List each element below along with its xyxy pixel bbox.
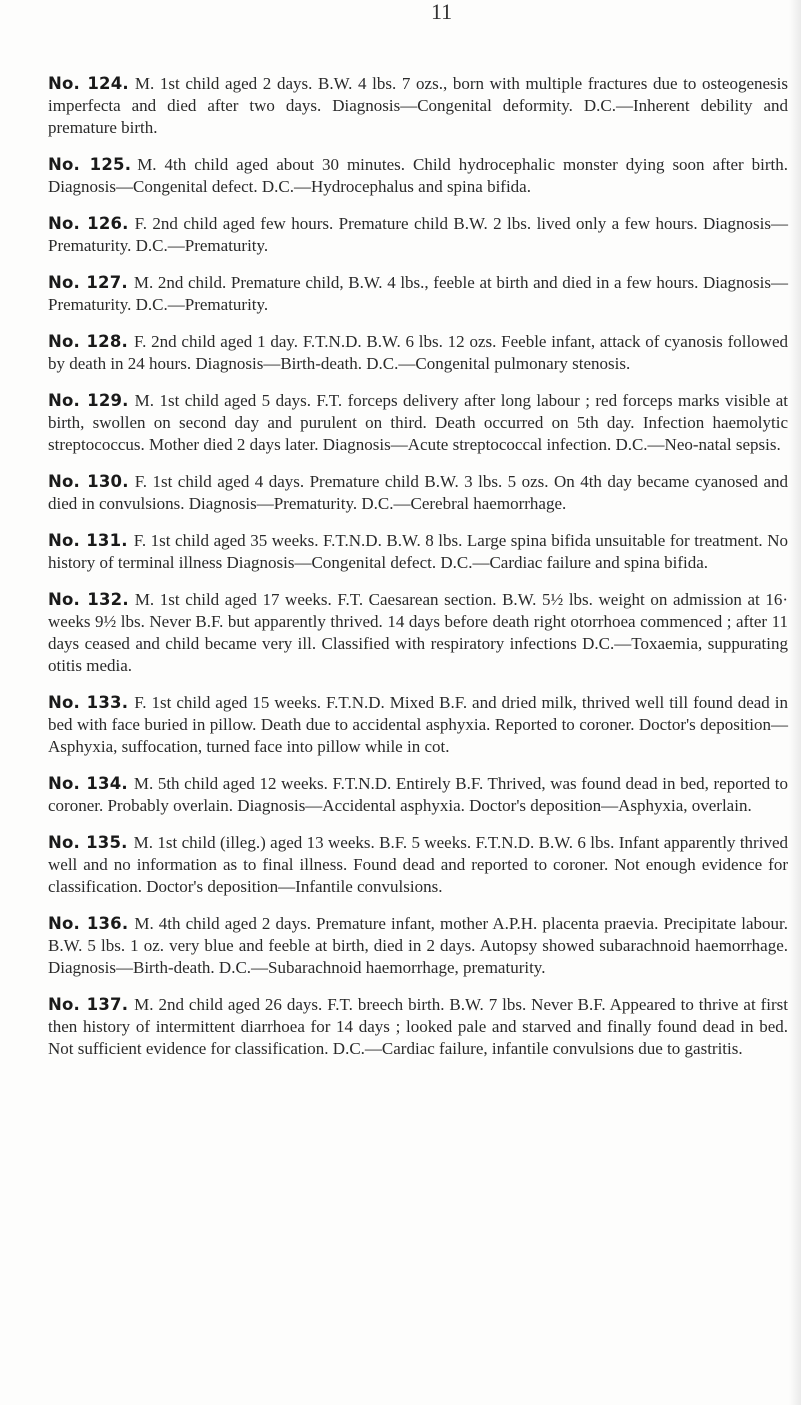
- case-number: No. 135.: [48, 833, 128, 852]
- case-text: F. 2nd child aged 1 day. F.T.N.D. B.W. 6 lbs. 12 ozs. Feeble infant, attack of cyanosis followed by death in 24 hours. Diagnosis—Birth-death. D.C.—Congenital pulmonary stenosis.: [48, 332, 789, 373]
- case-text: F. 2nd child aged few hours. Premature child B.W. 2 lbs. lived only a few hours. Diagnosis—Prematurity. D.C.—Prematurity.: [48, 214, 788, 255]
- case-text: M. 1st child (illeg.) aged 13 weeks. B.F. 5 weeks. F.T.N.D. B.W. 6 lbs. Infant apparently thrived well and no information as to final illness. Found dead and reported to coroner. Not enough evidence for classification. Doctor's deposition—Infantile convulsions.: [48, 833, 788, 896]
- case-number: No. 124.: [48, 74, 129, 93]
- case-entry-132: [48, 589, 788, 677]
- case-text: F. 1st child aged 35 weeks. F.T.N.D. B.W. 8 lbs. Large spina bifida unsuitable for treatment. No history of terminal illness Diagnosis—Congenital defect. D.C.—Cardiac failure and spina bifida.: [48, 531, 788, 572]
- case-entry-130: [48, 471, 788, 515]
- case-number: No. 126.: [48, 214, 129, 233]
- case-text: M. 2nd child. Premature child, B.W. 4 lbs., feeble at birth and died in a few hours. Diagnosis—Prematurity. D.C.—Prematurity.: [48, 273, 788, 314]
- case-number: No. 129.: [48, 391, 129, 410]
- case-text: M. 2nd child aged 26 days. F.T. breech birth. B.W. 7 lbs. Never B.F. Appeared to thrive at first then history of intermittent diarrhoea for 14 days ; looked pale and starved and finally found dead in bed. Not sufficient evidence for classification. D.C.—Cardiac failure, infantile convulsions due to gastritis.: [48, 995, 788, 1058]
- case-entry-124: [48, 73, 788, 139]
- case-number: No. 133.: [48, 693, 129, 712]
- case-entry-125: [48, 154, 788, 198]
- page-number: 11: [431, 0, 453, 24]
- case-text: F. 1st child aged 4 days. Premature child B.W. 3 lbs. 5 ozs. On 4th day became cyanosed and died in convulsions. Diagnosis—Prematurity. D.C.—Cerebral haemorrhage.: [48, 472, 789, 513]
- case-entry-135: [48, 832, 788, 898]
- case-entry-137: [48, 994, 788, 1060]
- case-number: No. 128.: [48, 332, 129, 351]
- case-entry-129: [48, 390, 788, 456]
- case-entry-136: [48, 913, 788, 979]
- case-entry-128: [48, 331, 788, 375]
- case-number: No. 125.: [48, 155, 132, 174]
- case-text: M. 4th child aged about 30 minutes. Child hydrocephalic monster dying soon after birth. Diagnosis—Congenital defect. D.C.—Hydrocephalus and spina bifida.: [48, 155, 788, 196]
- case-text: M. 1st child aged 17 weeks. F.T. Caesarean section. B.W. 5½ lbs. weight on admission at 16· weeks 9½ lbs. Never B.F. but apparently thrived. 14 days before death right otorrhoea commenced ; after 11 days ceased and child became very ill. Classified with respiratory infections D.C.—Toxaemia, suppurating otitis media.: [48, 590, 788, 675]
- case-text: M. 1st child aged 5 days. F.T. forceps delivery after long labour ; red forceps marks visible at birth, swollen on second day and purulent on third. Death occurred on 5th day. Infection haemolytic streptococcus. Mother died 2 days later. Diagnosis—Acute streptococcal infection. D.C.—Neo-natal sepsis.: [48, 391, 788, 454]
- page-edge-shadow: [789, 0, 801, 1405]
- case-number: No. 137.: [48, 995, 129, 1014]
- case-entry-126: [48, 213, 788, 257]
- case-entry-133: [48, 692, 788, 758]
- case-entry-131: [48, 530, 788, 574]
- case-entry-127: [48, 272, 788, 316]
- case-number: No. 131.: [48, 531, 128, 550]
- case-number: No. 132.: [48, 590, 129, 609]
- case-number: No. 130.: [48, 472, 129, 491]
- case-text: M. 5th child aged 12 weeks. F.T.N.D. Entirely B.F. Thrived, was found dead in bed, reported to coroner. Probably overlain. Diagnosis—Accidental asphyxia. Doctor's deposition—Asphyxia, overlain.: [48, 774, 788, 815]
- case-number: No. 134.: [48, 774, 128, 793]
- case-text: M. 4th child aged 2 days. Premature infant, mother A.P.H. placenta praevia. Precipitate labour. B.W. 5 lbs. 1 oz. very blue and feeble at birth, died in 2 days. Autopsy showed subarachnoid haemorrhage. Diagnosis—Birth-death. D.C.—Subarachnoid haemorrhage, prematurity.: [48, 914, 788, 977]
- case-text: F. 1st child aged 15 weeks. F.T.N.D. Mixed B.F. and dried milk, thrived well till found dead in bed with face buried in pillow. Death due to accidental asphyxia. Reported to coroner. Doctor's deposition—Asphyxia, suffocation, turned face into pillow while in cot.: [48, 693, 788, 756]
- case-text: M. 1st child aged 2 days. B.W. 4 lbs. 7 ozs., born with multiple fractures due to osteogenesis imperfecta and died after two days. Diagnosis—Congenital deformity. D.C.—Inherent debility and premature birth.: [48, 74, 788, 137]
- case-number: No. 127.: [48, 273, 128, 292]
- case-entries: [48, 73, 788, 1075]
- case-entry-134: [48, 773, 788, 817]
- case-number: No. 136.: [48, 914, 129, 933]
